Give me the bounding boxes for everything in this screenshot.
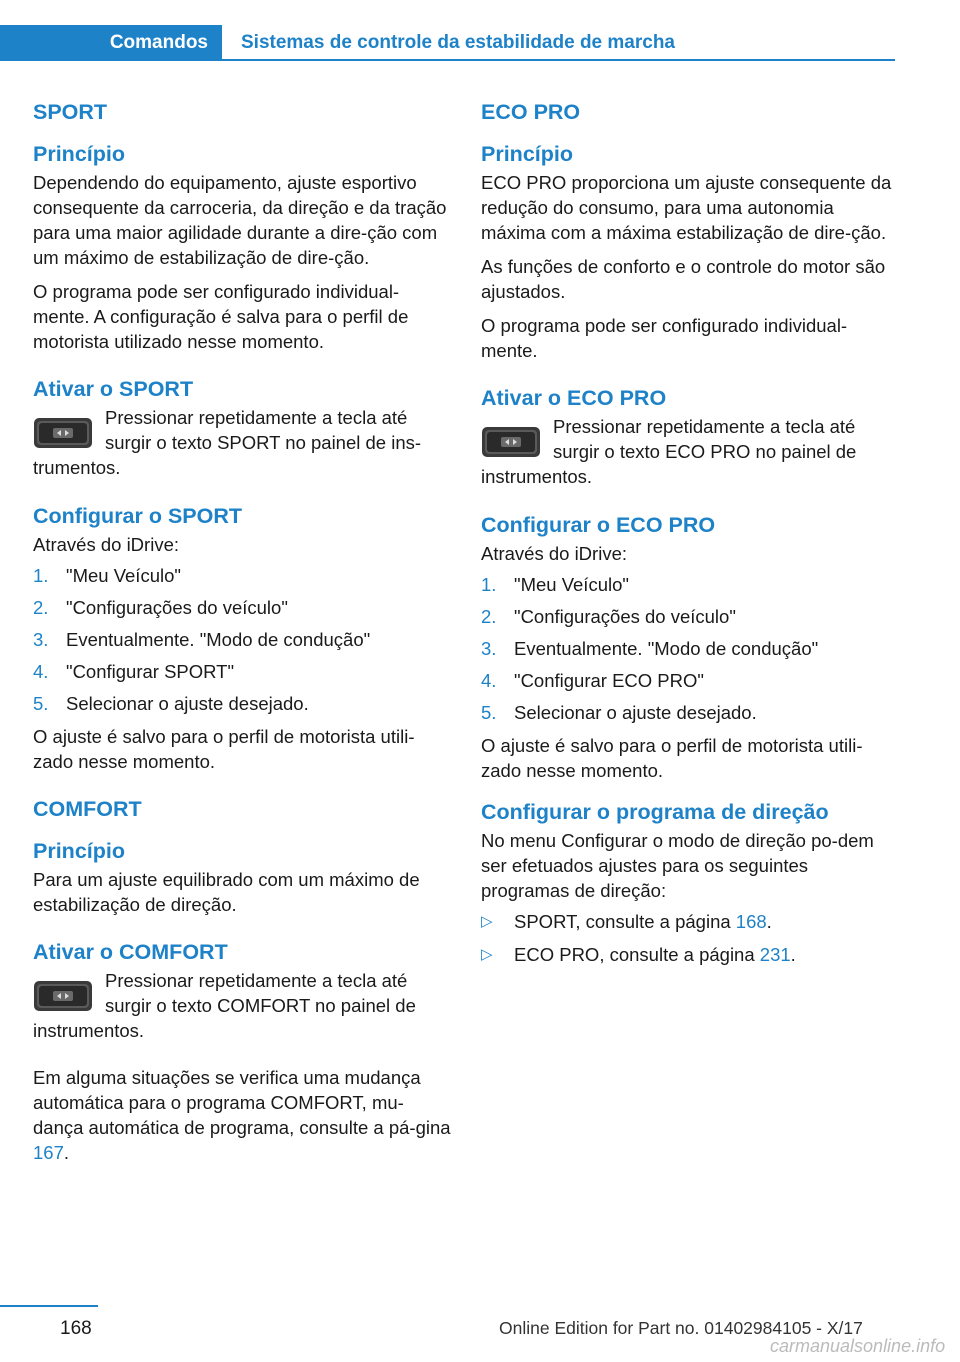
edition-footer: Online Edition for Part no. 01402984105 - X/17 [499, 1318, 863, 1338]
eco-steps [481, 572, 901, 725]
eco-activate-text: Pressionar repetidamente a tecla até surgir o texto ECO PRO no painel de instrumentos. [481, 416, 857, 487]
list-item: 5. Selecionar o ajuste desejado. [33, 693, 309, 714]
list-item: ▷ ECO PRO, consulte a página 231. [481, 944, 796, 965]
triangle-bullet-icon: ▷ [481, 946, 493, 963]
sport-configure-intro: Através do iDrive: [33, 534, 179, 555]
program-heading: Configurar o programa de direção [481, 800, 829, 824]
driving-mode-key-icon [481, 425, 541, 459]
list-item: 3. Eventualmente. "Modo de condução" [481, 638, 819, 659]
watermark: carmanualsonline.info [770, 1336, 946, 1356]
eco-configure-note: O ajuste é salvo para o perfil de motorista utili‐zado nesse momento. [481, 735, 863, 781]
sport-configure-heading: Configurar o SPORT [33, 504, 243, 528]
header-rule [222, 59, 895, 61]
triangle-bullet-icon: ▷ [481, 913, 493, 930]
driving-mode-key-icon [33, 416, 93, 450]
page-number: 168 [60, 1318, 92, 1339]
program-intro: No menu Configurar o modo de direção po‐dem ser efetuados ajustes para os seguintes programas de direção: [481, 830, 874, 901]
eco-activate-heading: Ativar o ECO PRO [481, 386, 667, 410]
sport-activate-text: Pressionar repetidamente a tecla até surgir o texto SPORT no painel de ins‐trumentos. [33, 407, 422, 478]
list-item: 4. "Configurar SPORT" [33, 661, 235, 682]
left-column [33, 98, 451, 1174]
list-item: ▷ SPORT, consulte a página 168. [481, 911, 772, 932]
program-list [481, 909, 901, 967]
list-item: 1. "Meu Veículo" [481, 574, 629, 595]
list-item: 5. Selecionar o ajuste desejado. [481, 702, 757, 723]
comfort-heading: COMFORT [33, 797, 142, 821]
page-link-231[interactable]: 231 [759, 944, 791, 965]
list-item: 4. "Configurar ECO PRO" [481, 670, 704, 691]
comfort-activate-heading: Ativar o COMFORT [33, 940, 228, 964]
comfort-principle-text: Para um ajuste equilibrado com um máximo de estabilização de direção. [33, 869, 420, 915]
page-header [0, 25, 895, 61]
tab-comandos[interactable]: Comandos [0, 25, 222, 61]
comfort-activate-text: Pressionar repetidamente a tecla até surgir o texto COMFORT no painel de instrumentos. [33, 970, 416, 1041]
sport-activate-heading: Ativar o SPORT [33, 377, 194, 401]
comfort-auto-text: Em alguma situações se verifica uma mudança automática para o programa COMFORT, mu‐dança automática de programa, consulte a pá‐gina 167. [33, 1067, 451, 1163]
eco-activate-block [481, 414, 901, 489]
eco-principle-text-3: O programa pode ser configurado individual‐mente. [481, 315, 848, 361]
sport-steps [33, 563, 451, 716]
page-link-167[interactable]: 167 [33, 1142, 64, 1163]
eco-principle-text: ECO PRO proporciona um ajuste consequente da redução do consumo, para uma autonomia máxima com a máxima estabilização de dire‐ção. [481, 172, 892, 243]
list-item: 1. "Meu Veículo" [33, 565, 181, 586]
eco-heading: ECO PRO [481, 100, 581, 124]
list-item: 2. "Configurações do veículo" [33, 597, 288, 618]
sport-heading: SPORT [33, 100, 108, 124]
eco-principle-heading: Princípio [481, 142, 573, 166]
page-link-168[interactable]: 168 [735, 911, 767, 932]
eco-configure-heading: Configurar o ECO PRO [481, 513, 716, 537]
eco-configure-intro: Através do iDrive: [481, 543, 627, 564]
comfort-principle-heading: Princípio [33, 839, 125, 863]
sport-activate-block [33, 405, 451, 480]
sport-principle-heading: Princípio [33, 142, 125, 166]
right-column [481, 98, 901, 975]
sport-principle-text: Dependendo do equipamento, ajuste esportivo consequente da carroceria, da direção e da tração para uma maior agilidade durante a dire‐ção com um máximo de estabilização de dire‐ção. [33, 172, 447, 268]
sport-principle-text-2: O programa pode ser configurado individual‐mente. A configuração é salva para o perfil de motorista utilizado nesse momento. [33, 281, 409, 352]
eco-principle-text-2: As funções de conforto e o controle do motor são ajustados. [481, 256, 886, 302]
list-item: 3. Eventualmente. "Modo de condução" [33, 629, 371, 650]
driving-mode-key-icon [33, 979, 93, 1013]
comfort-activate-block [33, 968, 451, 1043]
sport-configure-note: O ajuste é salvo para o perfil de motorista utili‐zado nesse momento. [33, 726, 415, 772]
footer-rule [0, 1305, 98, 1307]
section-title: Sistemas de controle da estabilidade de marcha [241, 32, 675, 53]
list-item: 2. "Configurações do veículo" [481, 606, 736, 627]
